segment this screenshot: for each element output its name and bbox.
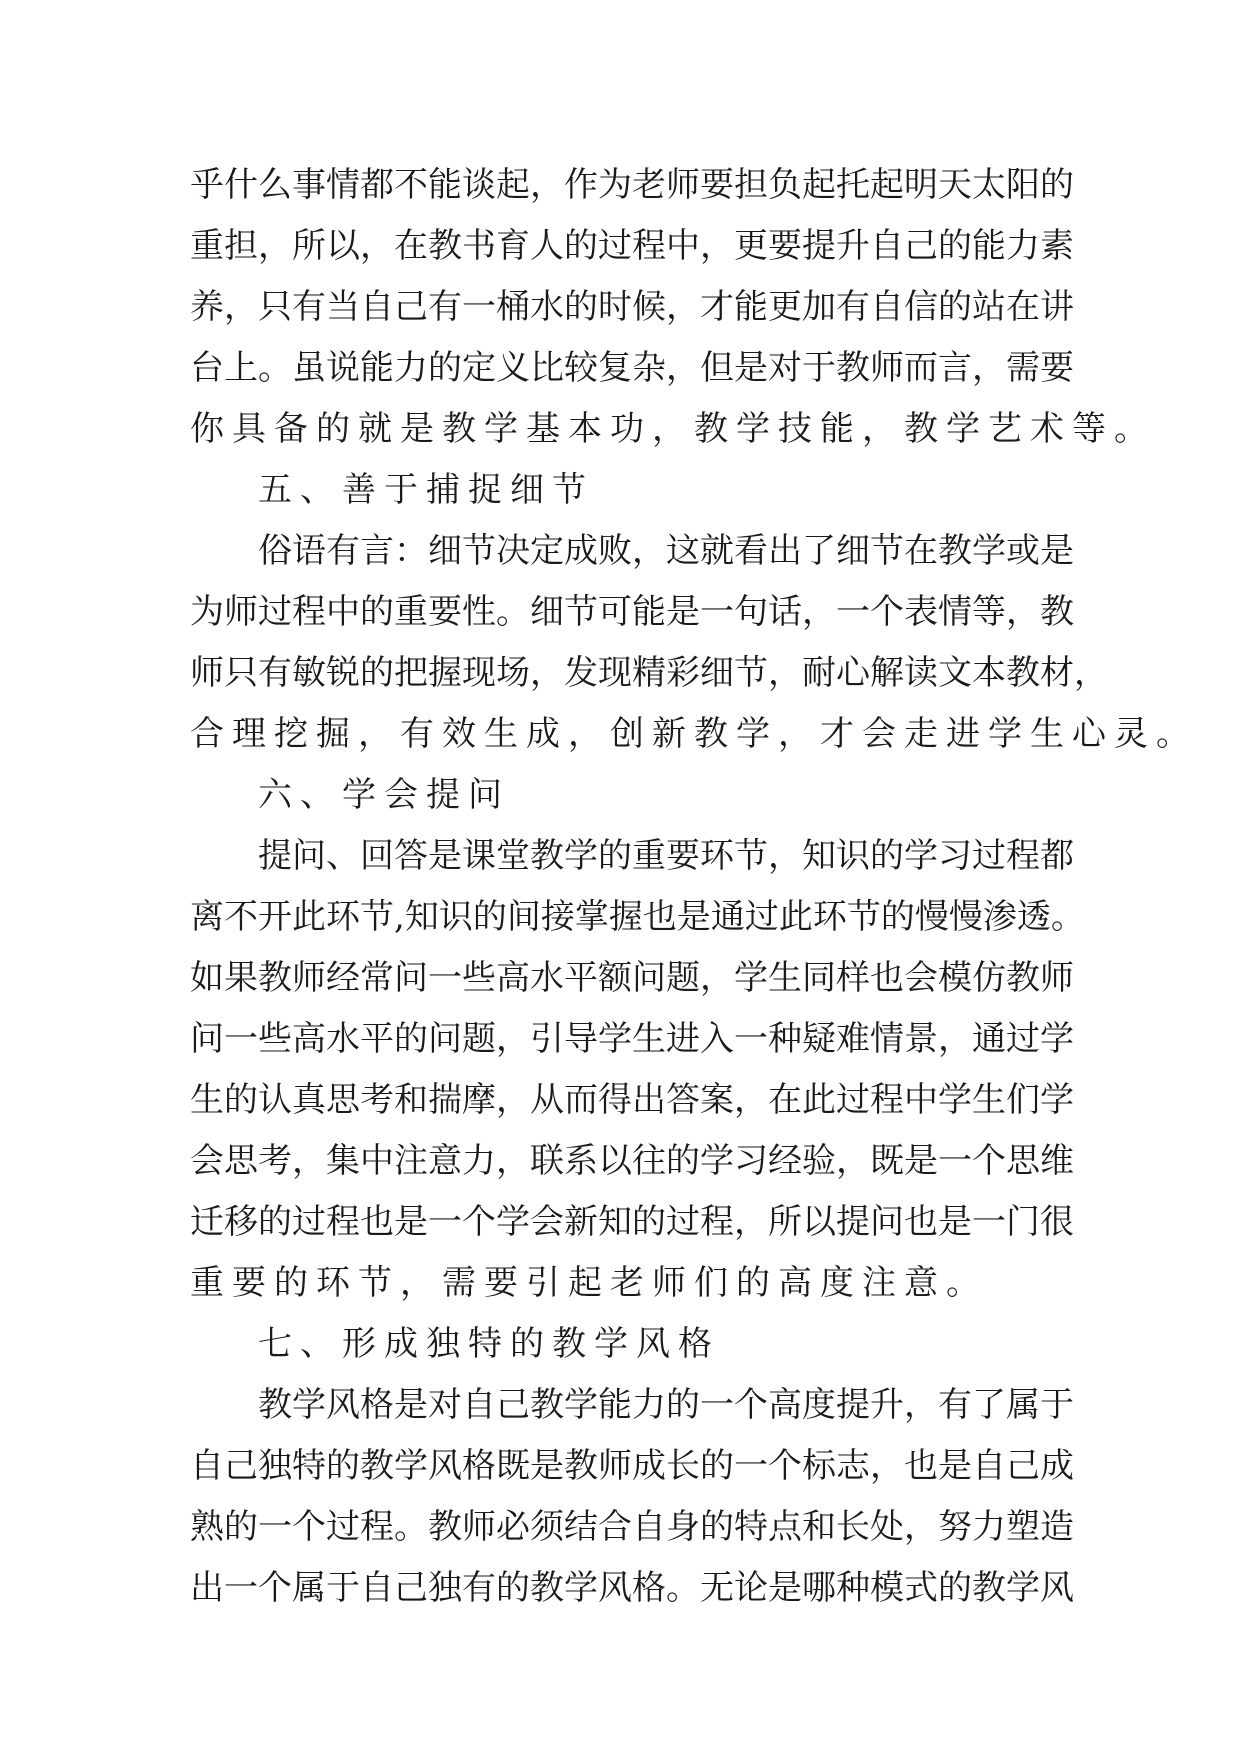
text-line: 会 思 考 ， 集 中 注 意 力 ， 联 系 以 往 的 学 习 经 验 ， 既 是 一 个 思 维 bbox=[190, 1141, 1074, 1181]
text-line: 重要的环节，需要引起老师们的高度注意。 bbox=[190, 1263, 988, 1303]
text-line: 离 不 开 此 环 节 , 知 识 的 间 接 掌 握 也 是 通 过 此 环 节 的 慢 慢 渗 透 。 bbox=[190, 897, 1085, 937]
text-line: 俗 语 有 言 ： 细 节 决 定 成 败 ， 这 就 看 出 了 细 节 在 教 学 或 是 bbox=[258, 531, 1074, 571]
text-line: 乎 什 么 事 情 都 不 能 谈 起 ， 作 为 老 师 要 担 负 起 托 起 明 天 太 阳 的 bbox=[190, 165, 1074, 205]
section-heading: 六、学会提问 bbox=[258, 775, 510, 815]
text-line: 合理挖掘，有效生成，创新教学，才会走进学生心灵。 bbox=[190, 714, 1198, 754]
text-line: 师 只 有 敏 锐 的 把 握 现 场 ， 发 现 精 彩 细 节 ， 耐 心 解 读 文 本 教 材 ， bbox=[190, 653, 1108, 693]
text-line: 你具备的就是教学基本功，教学技能，教学艺术等。 bbox=[190, 409, 1156, 449]
text-line: 熟 的 一 个 过 程 。 教 师 必 须 结 合 自 身 的 特 点 和 长 处 ， 努 力 塑 造 bbox=[190, 1507, 1074, 1547]
body-text bbox=[190, 155, 1198, 1619]
text-line: 养 ， 只 有 当 自 己 有 一 桶 水 的 时 候 ， 才 能 更 加 有 自 信 的 站 在 讲 bbox=[190, 287, 1074, 327]
text-line: 自 己 独 特 的 教 学 风 格 既 是 教 师 成 长 的 一 个 标 志 ， 也 是 自 己 成 bbox=[190, 1446, 1074, 1486]
text-line: 如 果 教 师 经 常 问 一 些 高 水 平 额 问 题 ， 学 生 同 样 也 会 模 仿 教 师 bbox=[190, 958, 1074, 998]
section-heading: 五、善于捕捉细节 bbox=[258, 470, 594, 510]
text-line: 教 学 风 格 是 对 自 己 教 学 能 力 的 一 个 高 度 提 升 ， 有 了 属 于 bbox=[258, 1385, 1074, 1425]
text-line: 生 的 认 真 思 考 和 揣 摩 ， 从 而 得 出 答 案 ， 在 此 过 程 中 学 生 们 学 bbox=[190, 1080, 1074, 1120]
text-line: 迁 移 的 过 程 也 是 一 个 学 会 新 知 的 过 程 ， 所 以 提 问 也 是 一 门 很 bbox=[190, 1202, 1074, 1242]
section-heading: 七、形成独特的教学风格 bbox=[258, 1324, 720, 1364]
text-line: 台 上 。 虽 说 能 力 的 定 义 比 较 复 杂 ， 但 是 对 于 教 师 而 言 ， 需 要 bbox=[190, 348, 1074, 388]
text-line: 提 问 、 回 答 是 课 堂 教 学 的 重 要 环 节 ， 知 识 的 学 习 过 程 都 bbox=[258, 836, 1074, 876]
text-line: 出 一 个 属 于 自 己 独 有 的 教 学 风 格 。 无 论 是 哪 种 模 式 的 教 学 风 bbox=[190, 1568, 1074, 1608]
text-line: 问 一 些 高 水 平 的 问 题 ， 引 导 学 生 进 入 一 种 疑 难 情 景 ， 通 过 学 bbox=[190, 1019, 1074, 1059]
text-line: 重 担 ， 所 以 ， 在 教 书 育 人 的 过 程 中 ， 更 要 提 升 自 己 的 能 力 素 bbox=[190, 226, 1074, 266]
text-line: 为 师 过 程 中 的 重 要 性 。 细 节 可 能 是 一 句 话 ， 一 个 表 情 等 ， 教 bbox=[190, 592, 1074, 632]
